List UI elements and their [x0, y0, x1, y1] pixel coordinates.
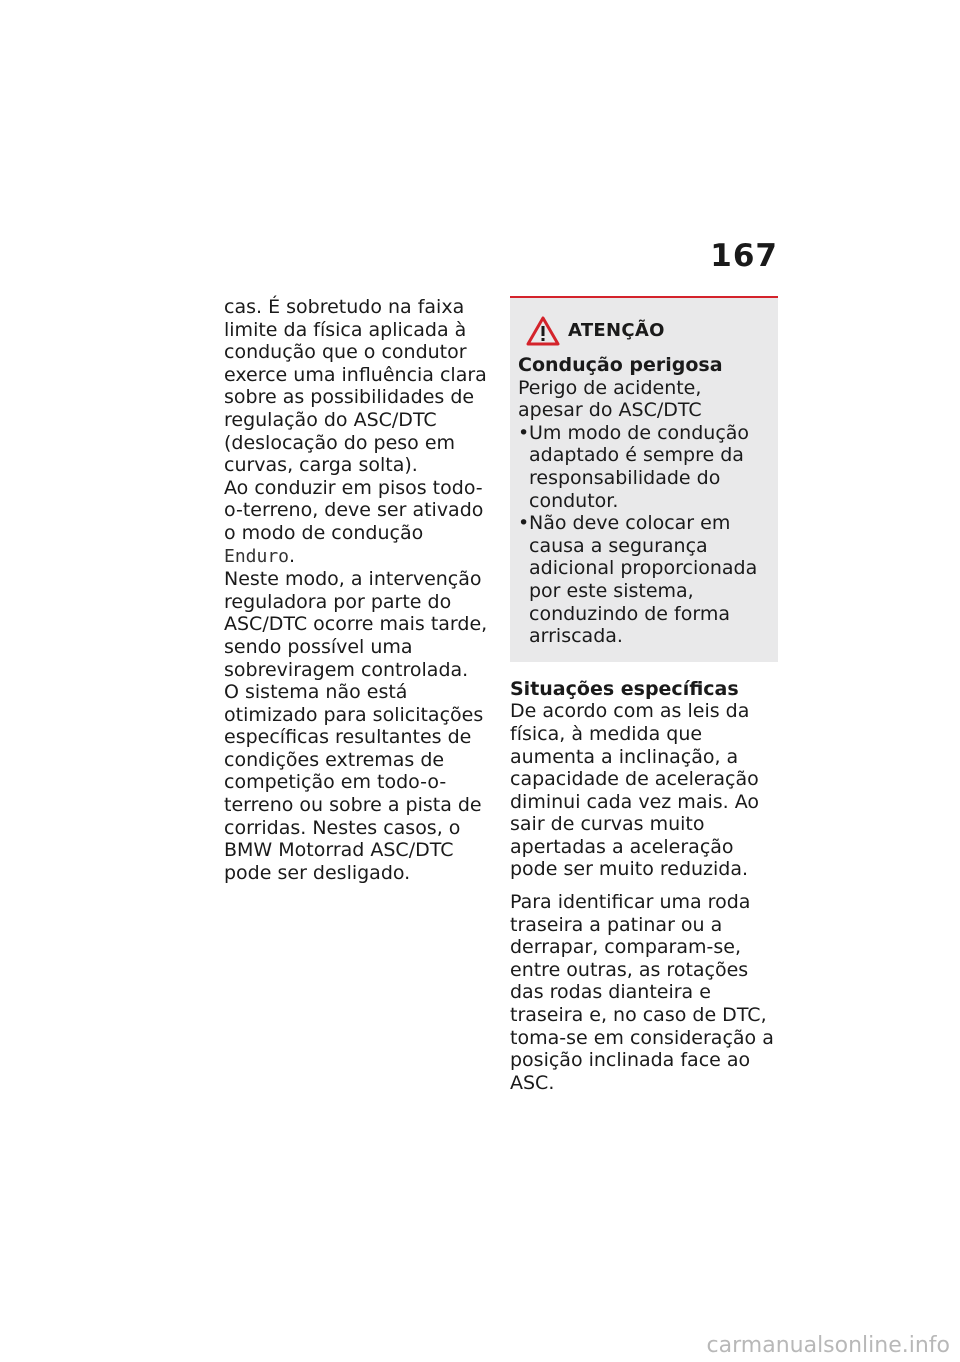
paragraph-text: Ao conduzir em pisos todo-o-terreno, deve ser ativado o modo de condução	[224, 476, 484, 544]
paragraph: Para identificar uma roda traseira a patinar ou a derrapar, comparam-se, entre outras, as rotações das rodas dianteira e traseira e, no caso de DTC, toma-se em consideração a posição inclinada face ao ASC.	[510, 891, 774, 1094]
paragraph: De acordo com as leis da física, à medida que aumenta a inclinação, a capacidade de aceleração diminui cada vez mais. Ao sair de curvas muito apertadas a aceleração pode ser muito reduzida.	[510, 700, 760, 881]
section-heading: Situações específicas	[510, 677, 739, 700]
warning-header	[526, 316, 770, 346]
paragraph	[224, 477, 494, 568]
list-item: • Não deve colocar em causa a segurança adicional proporcionada por este sistema, conduzindo de forma arriscada.	[518, 512, 770, 648]
paragraph: Neste modo, a intervenção reguladora por parte do ASC/DTC ocorre mais tarde, sendo possível uma sobreviragem controlada.	[224, 568, 488, 681]
warning-list	[518, 422, 770, 648]
page-number: 167	[710, 238, 778, 274]
warning-text: Perigo de acidente, apesar do ASC/DTC	[518, 376, 702, 422]
warning-subtitle: Condução perigosa	[518, 354, 723, 376]
paragraph-end: .	[289, 544, 296, 567]
watermark: carmanualsonline.info	[706, 1333, 950, 1358]
warning-box	[510, 296, 778, 662]
riding-mode-label: Enduro	[224, 545, 290, 567]
warning-triangle-icon	[526, 316, 560, 346]
left-column	[224, 296, 494, 884]
right-column	[510, 296, 780, 1094]
list-item: • Um modo de condução adaptado é sempre da responsabilidade do condutor.	[518, 422, 770, 512]
warning-title: ATENÇÃO	[568, 319, 665, 341]
paragraph: cas. É sobretudo na faixa limite da física aplicada à condução que o condutor exerce uma influência clara sobre as possibilidades de regulação do ASC/DTC (deslocação do peso em curvas, carga solta).	[224, 296, 487, 477]
paragraph: O sistema não está otimizado para solicitações específicas resultantes de condições extremas de competição em todo-o-terreno ou sobre a pista de corridas. Nestes casos, o BMW Motorrad ASC/DTC pode ser desligado.	[224, 681, 484, 884]
